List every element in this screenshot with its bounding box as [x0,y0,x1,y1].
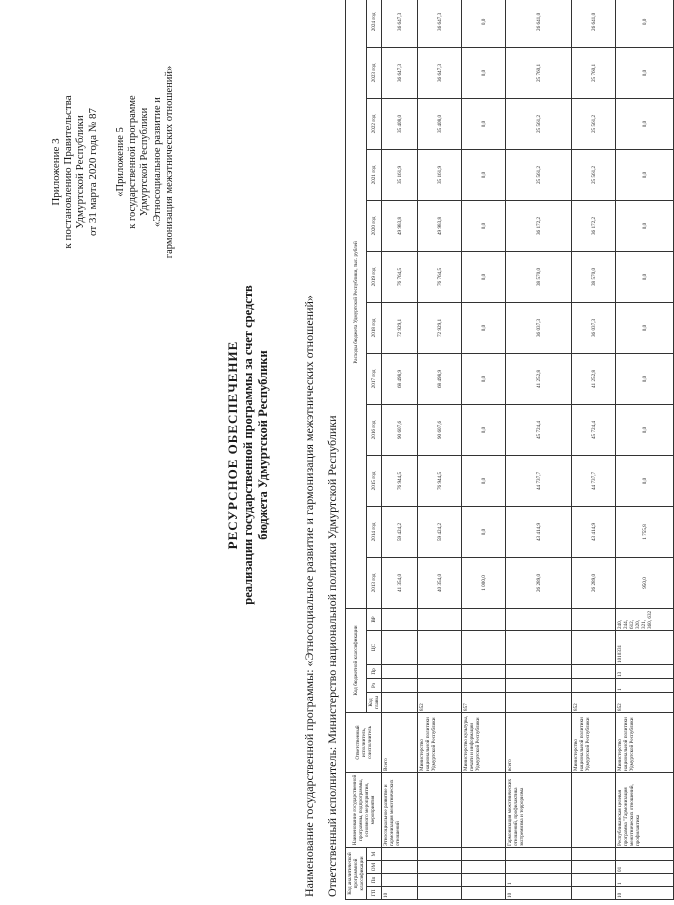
cell-pr [382,665,418,679]
attachment-3-line: к постановлению Правительства [62,95,75,249]
cell-om [572,861,616,874]
cell-expense-value: 26 289,0 [572,557,616,608]
cell-expense-value: 38 570,0 [506,251,572,302]
title-line: РЕСУРСНОЕ ОБЕСПЕЧЕНИЕ [225,340,240,550]
cell-exec: Министерство культуры, печати и информации Удмуртской Республики [462,713,506,773]
cell-m [506,848,572,861]
cell-expense-value: 76 764,5 [382,251,418,302]
header-vr: ВР [367,608,382,630]
cell-m [616,848,674,861]
cell-expense-value: 0,0 [616,404,674,455]
cell-expense-value: 68 498,9 [382,353,418,404]
cell-expense-value: 1 000,0 [462,557,506,608]
cell-gp: 10 [616,887,674,900]
cell-pp [462,874,506,887]
cell-om [382,861,418,874]
cell-expense-value: 72 929,1 [382,302,418,353]
cell-expense-value: 0,0 [462,251,506,302]
header-year: 2020 год [367,200,382,251]
resource-table [345,0,674,900]
cell-expense-value: 25 760,1 [506,47,572,98]
cell-expense-value: 36 037,3 [506,302,572,353]
cell-expense-value: 0,0 [462,98,506,149]
cell-m [462,848,506,861]
cell-expense-value: 25 561,2 [572,149,616,200]
cell-expense-value: 36 647,3 [418,0,462,47]
cell-expense-value: 0,0 [462,149,506,200]
cell-expense-value: 59 424,2 [418,506,462,557]
cell-expense-value: 45 724,4 [506,404,572,455]
cell-expense-value: 36 647,3 [382,0,418,47]
cell-expense-value: 44 737,7 [506,455,572,506]
cell-expense-value: 68 498,9 [418,353,462,404]
cell-grbs [506,693,572,713]
attachment-3-line: Удмуртской Республики [74,115,87,229]
cell-vr [462,608,506,630]
cell-expense-value: 49 983,8 [418,200,462,251]
cell-expense-value: 25 561,2 [572,98,616,149]
header-name: Наименование государственной программы, подпрограммы, основного мероприятия, мероприятия [346,773,382,848]
cell-vr [382,608,418,630]
table-header-row [346,0,367,900]
cell-expense-value: 36 172,2 [572,200,616,251]
header-cs: ЦС [367,631,382,665]
header-rz: Рз [367,679,382,693]
cell-expense-value: 0,0 [616,98,674,149]
cell-expense-value: 0,0 [616,149,674,200]
cell-cs [418,631,462,665]
header-om: ОМ [367,861,382,874]
cell-pp [382,874,418,887]
document-title [225,235,271,655]
cell-name [462,773,506,848]
cell-grbs: 852 [572,693,616,713]
cell-pp [418,874,462,887]
header-expenses-group: Расходы бюджета Удмуртской Республики, тыс. рублей [346,0,367,608]
cell-expense-value: 26 289,0 [506,557,572,608]
cell-om: 01 [616,861,674,874]
table-row [418,0,462,900]
cell-expense-value: 0,0 [616,0,674,47]
attachment-5-line: гармонизация межэтнических отношений» [163,65,175,259]
attachment-3-header [50,47,99,297]
cell-grbs: 857 [462,693,506,713]
cell-gp: 10 [382,887,418,900]
attachment-3-line: Приложение 3 [50,138,62,206]
cell-expense-value: 76 944,5 [382,455,418,506]
cell-cs [462,631,506,665]
cell-exec: Министерство национальной политики Удмуртской Республики [616,713,674,773]
cell-expense-value: 35 161,9 [382,149,418,200]
cell-expense-value: 76 764,5 [418,251,462,302]
cell-cs [506,631,572,665]
header-year: 2016 год [367,404,382,455]
cell-expense-value: 41 252,8 [572,353,616,404]
attachment-5-line: Удмуртской Республики [139,107,151,217]
header-year: 2021 год [367,149,382,200]
header-budget-code-group: Код бюджетной классификации [346,608,367,712]
header-year: 2017 год [367,353,382,404]
header-pr: Пр [367,665,382,679]
cell-m [572,848,616,861]
cell-name: Этносоциальное развитие и гармонизация межэтнических отношений [382,773,418,848]
table-row [572,0,616,900]
cell-pp [572,874,616,887]
cell-expense-value: 0,0 [462,455,506,506]
cell-expense-value: 0,0 [616,455,674,506]
cell-exec: всего [506,713,572,773]
header-grbs: Код главы [367,693,382,713]
cell-expense-value: 950,0 [616,557,674,608]
header-year: 2015 год [367,455,382,506]
table-row [462,0,506,900]
cell-name [418,773,462,848]
cell-expense-value: 25 561,2 [506,98,572,149]
cell-vr [572,608,616,630]
cell-expense-value: 1 755,8 [616,506,674,557]
cell-expense-value: 43 414,9 [506,506,572,557]
cell-expense-value: 0,0 [462,404,506,455]
cell-expense-value: 0,0 [462,200,506,251]
cell-expense-value: 90 607,6 [382,404,418,455]
cell-vr: 240, 244, 612, 320, 321, 360, 632 [616,608,674,630]
cell-rz [572,679,616,693]
cell-expense-value: 49 983,8 [382,200,418,251]
table-row [506,0,572,900]
cell-rz: 1 [616,679,674,693]
cell-expense-value: 40 354,0 [418,557,462,608]
table-row [616,0,674,900]
cell-rz [382,679,418,693]
title-line: бюджета Удмуртской Республики [256,350,270,540]
cell-om [418,861,462,874]
cell-expense-value: 35 408,0 [418,98,462,149]
cell-pr [418,665,462,679]
cell-vr [506,608,572,630]
attachment-5-line: «Приложение 5 [115,127,126,197]
cell-exec: Министерство национальной политики Удмуртской Республики [418,713,462,773]
cell-pp: 1 [616,874,674,887]
cell-gp [572,887,616,900]
cell-expense-value: 35 161,9 [418,149,462,200]
cell-m [418,848,462,861]
cell-expense-value: 0,0 [616,200,674,251]
responsible-executor: Ответственный исполнитель: Министерство национальной политики Удмуртской Республики [325,415,339,897]
attachment-5-header [115,37,176,287]
header-year: 2022 год [367,98,382,149]
header-year: 2013 год [367,557,382,608]
cell-vr [418,608,462,630]
cell-expense-value: 0,0 [616,47,674,98]
cell-cs: 1010331 [616,631,674,665]
header-year: 2018 год [367,302,382,353]
header-code-group: Код аналитической программной классификации [346,848,367,900]
cell-pr: 13 [616,665,674,679]
cell-expense-value: 44 737,7 [572,455,616,506]
cell-expense-value: 26 641,0 [572,0,616,47]
cell-name [572,773,616,848]
table-body [382,0,674,900]
cell-expense-value: 41 354,0 [382,557,418,608]
cell-expense-value: 0,0 [616,302,674,353]
cell-expense-value: 36 172,2 [506,200,572,251]
cell-name: Гармонизация межэтнических отношений, профилактика экстремизма и терроризма [506,773,572,848]
attachment-5-line: к государственной программе [127,95,139,229]
cell-expense-value: 26 641,0 [506,0,572,47]
cell-grbs: 852 [616,693,674,713]
cell-cs [382,631,418,665]
cell-expense-value: 0,0 [462,302,506,353]
cell-rz [506,679,572,693]
cell-gp [418,887,462,900]
cell-expense-value: 25 561,2 [506,149,572,200]
attachment-5-line: «Этносоциальное развитие и [151,97,163,227]
cell-gp: 10 [506,887,572,900]
cell-expense-value: 38 570,0 [572,251,616,302]
cell-gp [462,887,506,900]
cell-expense-value: 0,0 [616,353,674,404]
cell-exec: Министерство национальной политики Удмуртской Республики [572,713,616,773]
cell-expense-value: 41 252,8 [506,353,572,404]
cell-expense-value: 36 647,3 [418,47,462,98]
header-year: 2014 год [367,506,382,557]
cell-expense-value: 43 414,9 [572,506,616,557]
cell-name: Республиканская целевая программа "Гармонизация межэтнических отношений, профилактика [616,773,674,848]
header-year: 2023 год [367,47,382,98]
title-line: реализации государственной программы за счет средств [241,285,255,605]
cell-pp: 1 [506,874,572,887]
program-name: Наименование государственной программы: «Этносоциальное развитие и гармонизация межэтнических отношений» [302,295,316,897]
attachment-3-line: от 31 марта 2020 года № 87 [86,108,99,237]
cell-expense-value: 72 929,1 [418,302,462,353]
cell-m [382,848,418,861]
cell-expense-value: 0,0 [462,47,506,98]
cell-pr [462,665,506,679]
cell-expense-value: 36 647,3 [382,47,418,98]
header-year: 2024 год [367,0,382,47]
cell-grbs [382,693,418,713]
cell-om [506,861,572,874]
cell-rz [462,679,506,693]
cell-grbs: 852 [418,693,462,713]
cell-expense-value: 0,0 [616,251,674,302]
cell-expense-value: 90 607,6 [418,404,462,455]
cell-expense-value: 59 424,2 [382,506,418,557]
header-gp: ГП [367,887,382,900]
cell-pr [572,665,616,679]
header-pp: Пп [367,874,382,887]
cell-expense-value: 35 408,0 [382,98,418,149]
cell-pr [506,665,572,679]
header-m: М [367,848,382,861]
cell-expense-value: 36 037,3 [572,302,616,353]
cell-om [462,861,506,874]
table-row [382,0,418,900]
cell-exec: Всего [382,713,418,773]
cell-rz [418,679,462,693]
cell-expense-value: 0,0 [462,353,506,404]
cell-expense-value: 25 760,1 [572,47,616,98]
header-executor: Ответственный исполнитель, соисполнитель [346,713,382,773]
cell-cs [572,631,616,665]
cell-expense-value: 76 944,5 [418,455,462,506]
cell-expense-value: 0,0 [462,0,506,47]
header-year: 2019 год [367,251,382,302]
cell-expense-value: 0,0 [462,506,506,557]
cell-expense-value: 45 724,4 [572,404,616,455]
